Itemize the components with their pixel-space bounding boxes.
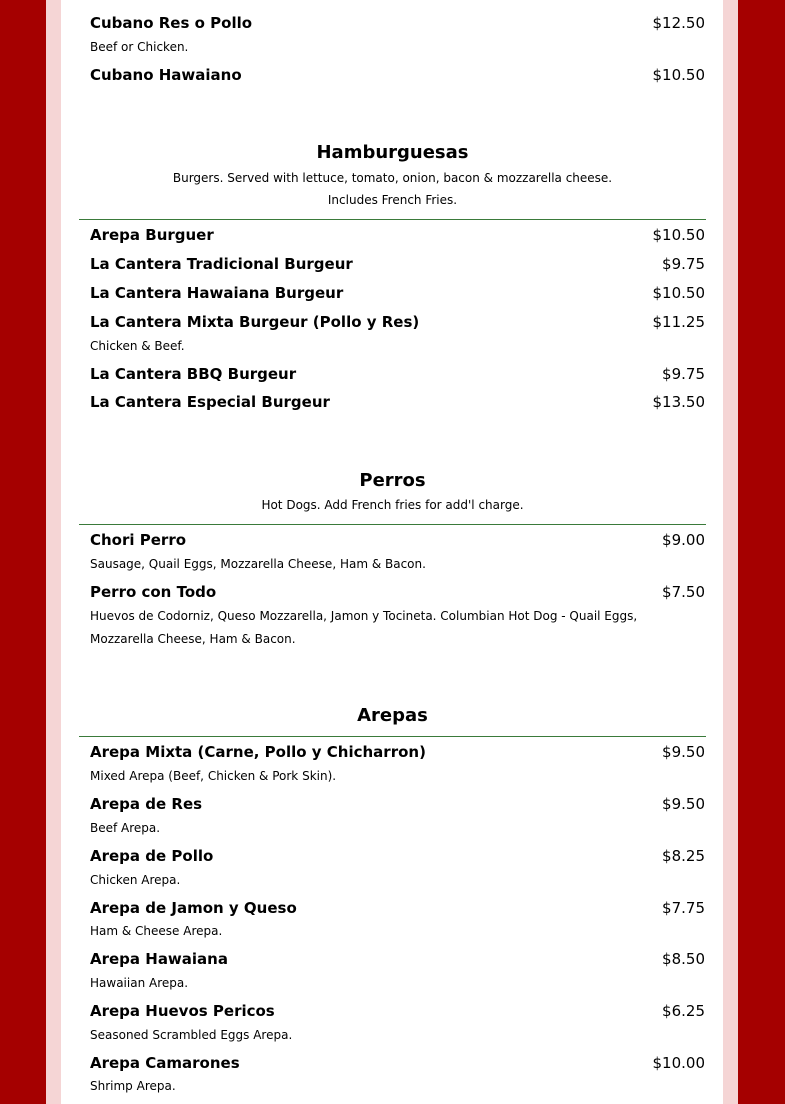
- menu-item-desc: Seasoned Scrambled Eggs Arepa.: [90, 1028, 293, 1042]
- menu-item-name: La Cantera Mixta Burgeur (Pollo y Res): [90, 313, 420, 331]
- section-divider: [79, 219, 706, 220]
- menu-item-price: $6.25: [662, 1002, 705, 1020]
- section-title-hamburguesas: Hamburguesas: [316, 142, 469, 163]
- section-title-arepas: Arepas: [357, 705, 428, 726]
- menu-item-price: $11.25: [652, 313, 705, 331]
- menu-item-desc: Beef or Chicken.: [90, 40, 189, 54]
- menu-item-name: La Cantera Hawaiana Burgeur: [90, 284, 344, 302]
- menu-item-price: $13.50: [652, 393, 705, 411]
- menu-item-desc: Chicken Arepa.: [90, 873, 181, 887]
- menu-item-price: $10.00: [652, 1054, 705, 1072]
- section-divider: [79, 524, 706, 525]
- section-title-perros: Perros: [359, 470, 426, 491]
- menu-item-price: $8.50: [662, 950, 705, 968]
- section-subtitle: Includes French Fries.: [327, 193, 458, 207]
- menu-item-name: Cubano Res o Pollo: [90, 14, 253, 32]
- menu-item-name: Arepa de Pollo: [90, 847, 214, 865]
- section-subtitle: Hot Dogs. Add French fries for add'l charge.: [261, 498, 524, 512]
- menu-item-desc: Chicken & Beef.: [90, 339, 185, 353]
- menu-item-price: $9.50: [662, 795, 705, 813]
- menu-item-desc: Shrimp Arepa.: [90, 1079, 176, 1093]
- menu-item-name: Perro con Todo: [90, 583, 217, 601]
- menu-item-price: $9.75: [662, 255, 705, 273]
- menu-item-desc: Sausage, Quail Eggs, Mozzarella Cheese, Ham & Bacon.: [90, 557, 426, 571]
- menu-item-price: $8.25: [662, 847, 705, 865]
- menu-item-name: Arepa de Res: [90, 795, 203, 813]
- section-subtitle: Burgers. Served with lettuce, tomato, onion, bacon & mozzarella cheese.: [172, 171, 613, 185]
- menu-item-name: Arepa Burguer: [90, 226, 214, 244]
- menu-item-price: $10.50: [652, 66, 705, 84]
- menu-item-desc: Hawaiian Arepa.: [90, 976, 189, 990]
- menu-item-name: Arepa Camarones: [90, 1054, 240, 1072]
- menu-item-desc: Huevos de Codorniz, Queso Mozzarella, Jamon y Tocineta. Columbian Hot Dog - Quail Eggs, Mozzarella Cheese, Ham & Bacon.: [90, 609, 638, 646]
- menu-item-name: La Cantera BBQ Burgeur: [90, 365, 297, 383]
- menu-item-name: La Cantera Especial Burgeur: [90, 393, 330, 411]
- menu-item-desc: Mixed Arepa (Beef, Chicken & Pork Skin).: [90, 769, 337, 783]
- menu-item-price: $7.50: [662, 583, 705, 601]
- menu-item-name: Arepa Hawaiana: [90, 950, 228, 968]
- menu-page: [61, 0, 723, 1104]
- menu-item-name: Arepa Mixta (Carne, Pollo y Chicharron): [90, 743, 426, 761]
- menu-item-price: $9.00: [662, 531, 705, 549]
- menu-item-name: Arepa Huevos Pericos: [90, 1002, 275, 1020]
- menu-item-price: $9.50: [662, 743, 705, 761]
- menu-item-name: Chori Perro: [90, 531, 187, 549]
- menu-item-price: $10.50: [652, 226, 705, 244]
- menu-item-name: Arepa de Jamon y Queso: [90, 899, 297, 917]
- menu-item-name: Cubano Hawaiano: [90, 66, 242, 84]
- menu-item-desc: Ham & Cheese Arepa.: [90, 924, 223, 938]
- menu-item-price: $10.50: [652, 284, 705, 302]
- menu-item-name: La Cantera Tradicional Burgeur: [90, 255, 353, 273]
- section-divider: [79, 736, 706, 737]
- menu-item-price: $12.50: [652, 14, 705, 32]
- menu-item-price: $9.75: [662, 365, 705, 383]
- menu-item-desc: Beef Arepa.: [90, 821, 161, 835]
- menu-item-price: $7.75: [662, 899, 705, 917]
